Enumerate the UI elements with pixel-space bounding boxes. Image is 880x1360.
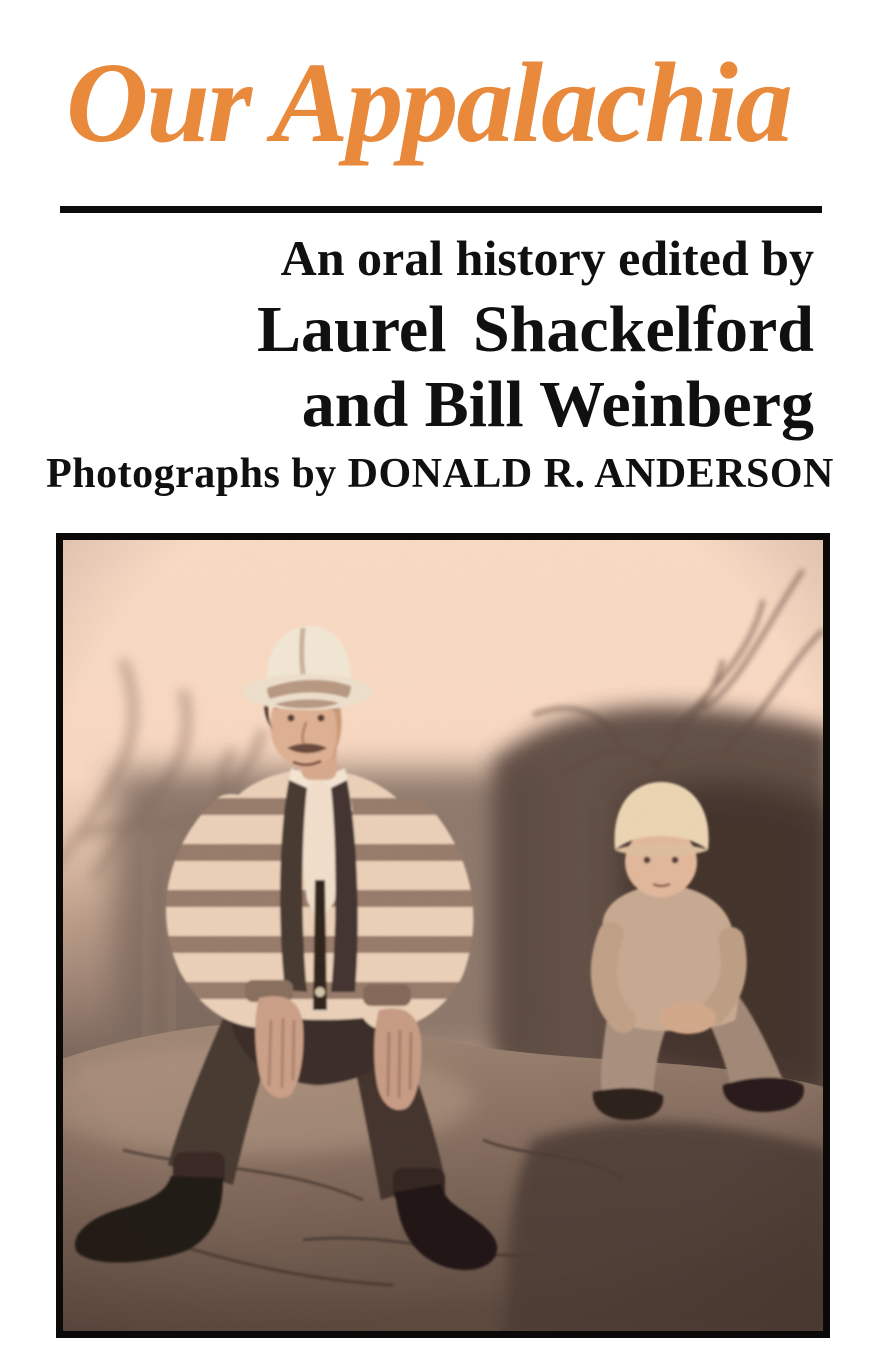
photo-grain xyxy=(63,540,823,1331)
title-rule xyxy=(60,206,822,213)
editor-name-1: Laurel Shackelford xyxy=(257,293,814,366)
editor-name-2: and Bill Weinberg xyxy=(301,368,814,442)
byline-intro: An oral history edited by xyxy=(280,230,814,286)
book-title: Our Appalachia xyxy=(66,39,791,166)
cover-photo xyxy=(63,540,823,1331)
photographer-credit: Photographs by DONALD R. ANDERSON xyxy=(46,451,834,497)
byline-block xyxy=(257,230,814,442)
cover-photo-frame xyxy=(56,533,830,1338)
